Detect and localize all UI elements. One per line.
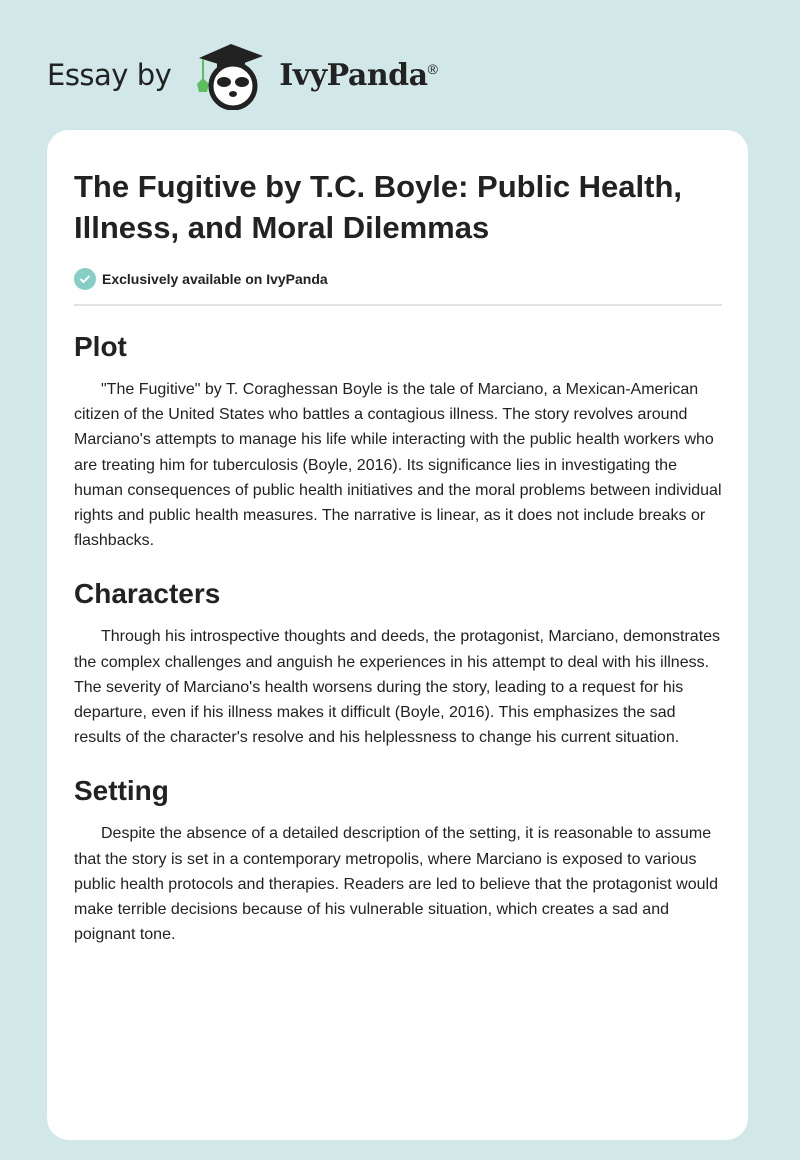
panda-logo-icon[interactable] <box>189 40 269 110</box>
essay-by-label: Essay by <box>47 58 172 92</box>
section-heading: Setting <box>74 775 169 807</box>
section-plot <box>74 330 722 553</box>
essay-card <box>47 130 748 1140</box>
section-heading: Characters <box>74 578 221 610</box>
exclusive-badge <box>74 268 722 290</box>
page-title: The Fugitive by T.C. Boyle: Public Health, Illness, and Moral Dilemmas <box>74 169 683 245</box>
check-icon <box>74 268 96 290</box>
divider <box>74 304 722 306</box>
section-heading: Plot <box>74 331 127 362</box>
section-characters <box>74 577 722 750</box>
badge-label: Exclusively available on IvyPanda <box>102 271 328 287</box>
site-header <box>47 40 437 110</box>
section-paragraph: Despite the absence of a detailed description of the setting, it is reasonable to assume that the story is set in a contemporary metropolis, where Marciano is exposed to various public health protocols and therapies. Readers are led to believe that the protagonist would make terrible decisions because of his vulnerable situation, which creates a sad and poignant tone. <box>74 825 718 944</box>
section-setting <box>74 774 722 947</box>
brand-name: IvyPanda® <box>279 57 438 93</box>
section-paragraph: "The Fugitive" by T. Coraghessan Boyle is the tale of Marciano, a Mexican-American citizen of the United States who battles a contagious illness. The story revolves around Marciano's attempts to manage his life while interacting with the public health workers who are treating him for tuberculosis (Boyle, 2016). Its significance lies in investigating the human consequences of public health initiatives and the moral problems between individual rights and public health measures. The narrative is linear, as it does not include breaks or flashbacks. <box>74 381 722 550</box>
section-paragraph: Through his introspective thoughts and deeds, the protagonist, Marciano, demonstrates the complex challenges and anguish he experiences in his attempt to deal with his illness. The severity of Marciano's health worsens during the story, leading to a request for his departure, even if his illness makes it difficult (Boyle, 2016). This emphasizes the sad results of the character's resolve and his helplessness to change his current situation. <box>74 628 721 747</box>
